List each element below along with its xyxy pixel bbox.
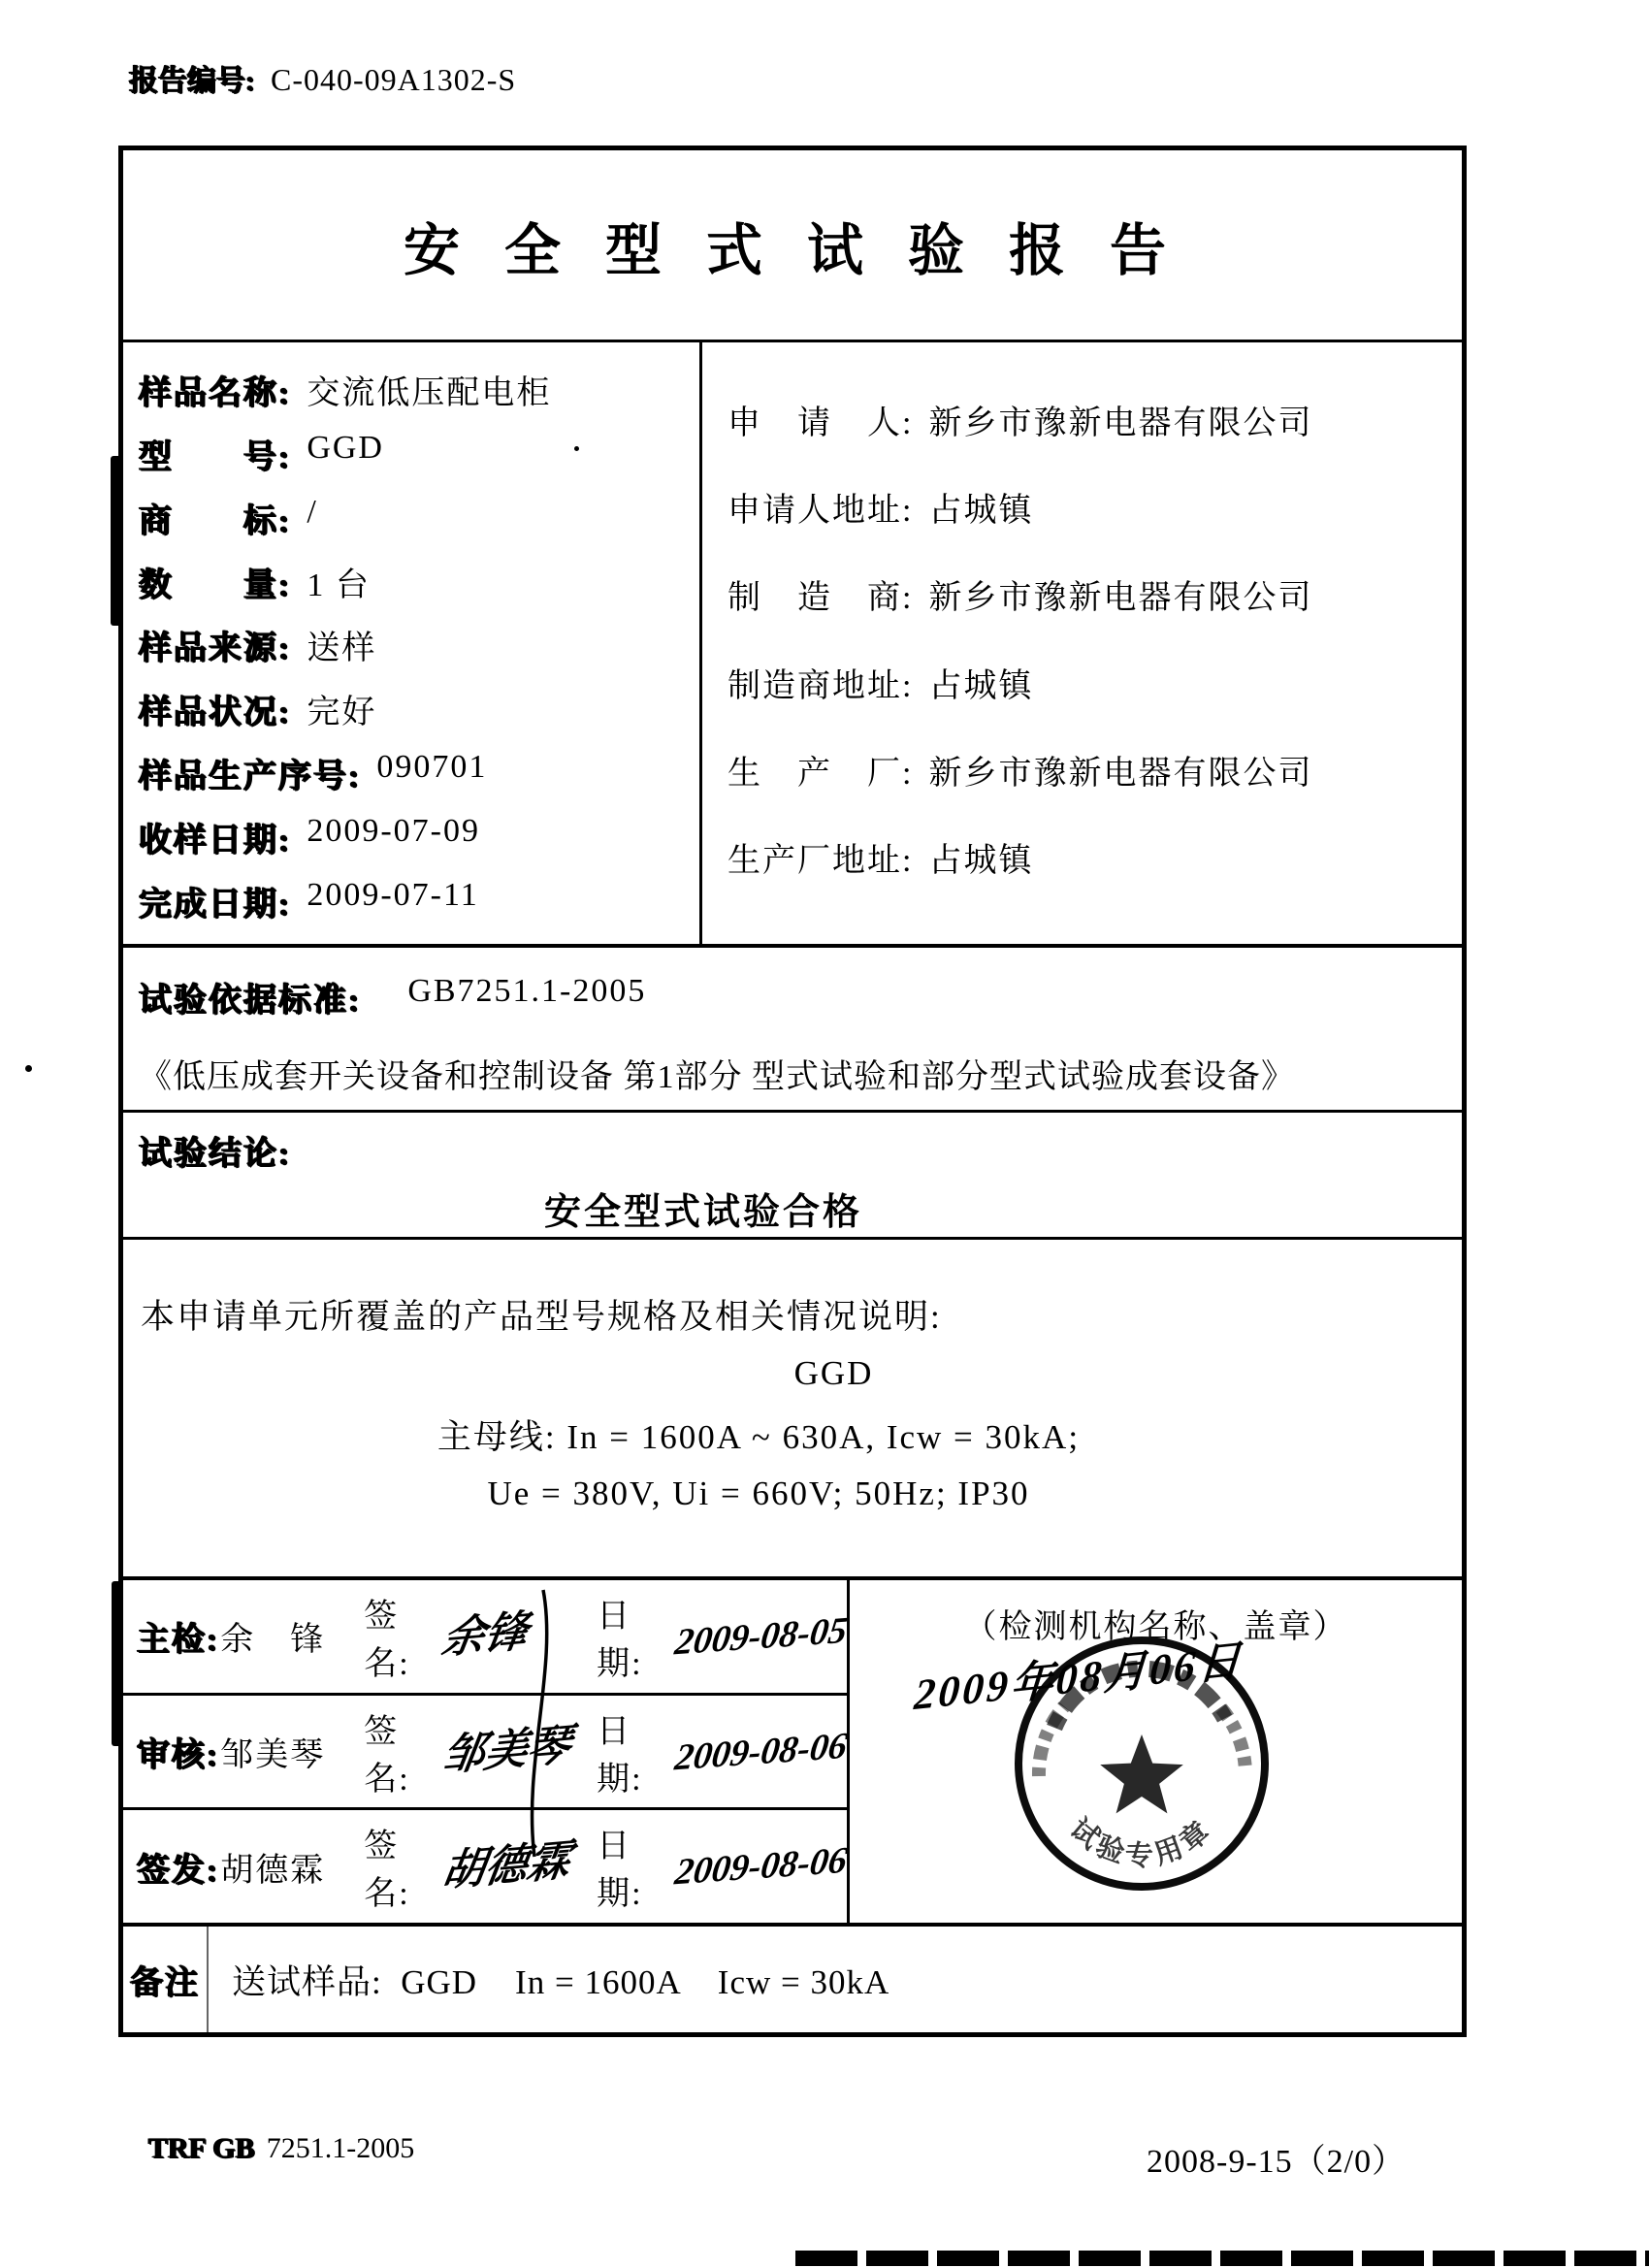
sample-value: 1 台 bbox=[307, 567, 371, 603]
scan-artifact-dot bbox=[25, 1065, 32, 1072]
stamp-handwritten-date: 2009年08月06日 bbox=[912, 1636, 1245, 1720]
coverage-section bbox=[123, 1237, 1462, 1576]
sample-row bbox=[139, 749, 699, 796]
applicant-label: 生产厂地址: bbox=[728, 843, 914, 880]
stamp-seal-text: 试验专用章 bbox=[1063, 1813, 1220, 1872]
sample-value: 完好 bbox=[307, 695, 377, 731]
sample-label: 型 号: bbox=[139, 439, 292, 476]
sample-label: 样品名称: bbox=[139, 375, 292, 412]
scan-artifact-bottom-bar bbox=[795, 2251, 1649, 2266]
signature-name: 余 锋 bbox=[220, 1622, 326, 1659]
applicant-row bbox=[728, 833, 1462, 881]
handwritten-date: 2009-08-05 bbox=[671, 1609, 850, 1664]
stamp-cell bbox=[847, 1580, 1462, 1923]
conclusion-result: 安全型式试验合格 bbox=[543, 1192, 862, 1233]
sample-info-column bbox=[123, 342, 699, 944]
signature-role: 签发: bbox=[137, 1852, 220, 1889]
signature-sign-label: 签名: bbox=[364, 1713, 410, 1798]
report-number-line bbox=[129, 56, 516, 99]
applicant-label: 申请人地址: bbox=[728, 492, 914, 529]
applicant-value: 占城镇 bbox=[928, 843, 1034, 880]
stamp-caption: （检测机构名称、盖章） bbox=[963, 1609, 1348, 1645]
sample-value: 2009-07-11 bbox=[307, 876, 479, 913]
remark-value: 送试样品: GGD In = 1600A Icw = 30kA bbox=[232, 1962, 890, 2001]
report-number-value: C-040-09A1302-S bbox=[271, 62, 517, 97]
sample-label: 完成日期: bbox=[139, 886, 292, 923]
applicant-value: 占城镇 bbox=[928, 667, 1034, 704]
sample-label: 数 量: bbox=[139, 567, 292, 603]
coverage-busbar: 主母线: In = 1600A ~ 630A, Icw = 30kA; bbox=[436, 1418, 1081, 1456]
applicant-row bbox=[728, 396, 1462, 443]
applicant-value: 占城镇 bbox=[928, 492, 1034, 529]
standard-label: 试验依据标准: bbox=[139, 983, 362, 1019]
footer-left bbox=[148, 2132, 414, 2165]
standard-code: GB7251.1-2005 bbox=[407, 973, 647, 1009]
footer-date-revision: 2008-9-15（2/0） bbox=[1147, 2144, 1406, 2180]
standard-section bbox=[123, 944, 1462, 1110]
applicant-row bbox=[728, 746, 1462, 794]
sample-value: 090701 bbox=[376, 748, 488, 785]
signature-name: 胡德霖 bbox=[220, 1852, 326, 1889]
signature-sign-label: 签名: bbox=[364, 1829, 410, 1913]
applicant-label: 制造商地址: bbox=[728, 667, 914, 704]
applicant-label: 生 产 厂: bbox=[728, 755, 914, 792]
coverage-ratings: Ue = 380V, Ui = 660V; 50Hz; IP30 bbox=[487, 1474, 1030, 1512]
signature-date-label: 日期: bbox=[597, 1713, 643, 1798]
sample-row bbox=[139, 558, 699, 605]
signature-row-approver bbox=[123, 1807, 850, 1923]
info-section bbox=[123, 340, 1462, 944]
coverage-model: GGD bbox=[793, 1354, 874, 1392]
handwritten-date: 2009-08-06 bbox=[671, 1839, 850, 1894]
signature-row-chief bbox=[123, 1580, 850, 1693]
remark-section bbox=[123, 1923, 1462, 2032]
applicant-value: 新乡市豫新电器有限公司 bbox=[928, 755, 1313, 792]
handwritten-signature: 邹美琴 bbox=[438, 1720, 574, 1781]
signature-section bbox=[123, 1576, 1462, 1923]
sample-value: GGD bbox=[307, 430, 384, 467]
sample-label: 收样日期: bbox=[139, 822, 292, 859]
sample-label: 样品状况: bbox=[139, 695, 292, 731]
scan-artifact-border-blob bbox=[112, 1581, 122, 1746]
report-number-label: 报告编号: bbox=[129, 65, 255, 97]
signature-name: 邹美琴 bbox=[220, 1737, 326, 1773]
footer-standard-ref: 7251.1-2005 bbox=[266, 2132, 415, 2164]
sample-value: 送样 bbox=[307, 631, 377, 667]
signature-role: 主检: bbox=[137, 1622, 220, 1659]
svg-text:试验专用章 bbox=[1064, 1812, 1219, 1872]
sample-row bbox=[139, 877, 699, 924]
applicant-info-column bbox=[699, 342, 1462, 944]
applicant-label: 申 请 人: bbox=[728, 405, 914, 441]
applicant-label: 制 造 商: bbox=[728, 580, 914, 617]
sample-row bbox=[139, 366, 699, 413]
coverage-heading: 本申请单元所覆盖的产品型号规格及相关情况说明: bbox=[141, 1298, 942, 1336]
report-table bbox=[118, 146, 1467, 2037]
sample-value: 交流低压配电柜 bbox=[307, 375, 552, 412]
sample-row bbox=[139, 430, 699, 477]
signature-rows bbox=[123, 1580, 850, 1923]
footer-brand: TRF GB bbox=[148, 2132, 255, 2164]
handwritten-date: 2009-08-06 bbox=[671, 1725, 850, 1778]
sample-label: 样品来源: bbox=[139, 631, 292, 667]
conclusion-label: 试验结论: bbox=[139, 1136, 292, 1172]
scan-artifact-dot bbox=[574, 446, 579, 451]
sample-row bbox=[139, 494, 699, 541]
signature-row-reviewer bbox=[123, 1693, 850, 1808]
sample-row bbox=[139, 813, 699, 860]
report-title: 安全型式试验报告 bbox=[403, 218, 1211, 282]
signature-role: 审核: bbox=[137, 1737, 220, 1773]
remark-label: 备注 bbox=[123, 1927, 209, 2032]
sample-label: 样品生产序号: bbox=[139, 758, 362, 794]
signature-date-label: 日期: bbox=[597, 1829, 643, 1913]
signature-date-label: 日期: bbox=[597, 1598, 643, 1682]
conclusion-section bbox=[123, 1110, 1462, 1237]
applicant-row bbox=[728, 659, 1462, 706]
scan-artifact-border-blob bbox=[111, 456, 123, 626]
handwritten-signature: 胡德霖 bbox=[438, 1835, 574, 1895]
applicant-value: 新乡市豫新电器有限公司 bbox=[928, 405, 1313, 441]
sample-row bbox=[139, 621, 699, 668]
applicant-row bbox=[728, 483, 1462, 531]
handwritten-signature: 余锋 bbox=[438, 1607, 532, 1664]
signature-sign-label: 签名: bbox=[364, 1598, 410, 1682]
sample-label: 商 标: bbox=[139, 502, 292, 539]
sample-row bbox=[139, 685, 699, 732]
sample-value: 2009-07-09 bbox=[307, 812, 480, 849]
applicant-value: 新乡市豫新电器有限公司 bbox=[928, 580, 1313, 617]
standard-title: 《低压成套开关设备和控制设备 第1部分 型式试验和部分型式试验成套设备》 bbox=[139, 1059, 1295, 1095]
sample-value: / bbox=[307, 493, 318, 530]
applicant-row bbox=[728, 570, 1462, 618]
stamp-star-icon bbox=[1100, 1734, 1183, 1813]
